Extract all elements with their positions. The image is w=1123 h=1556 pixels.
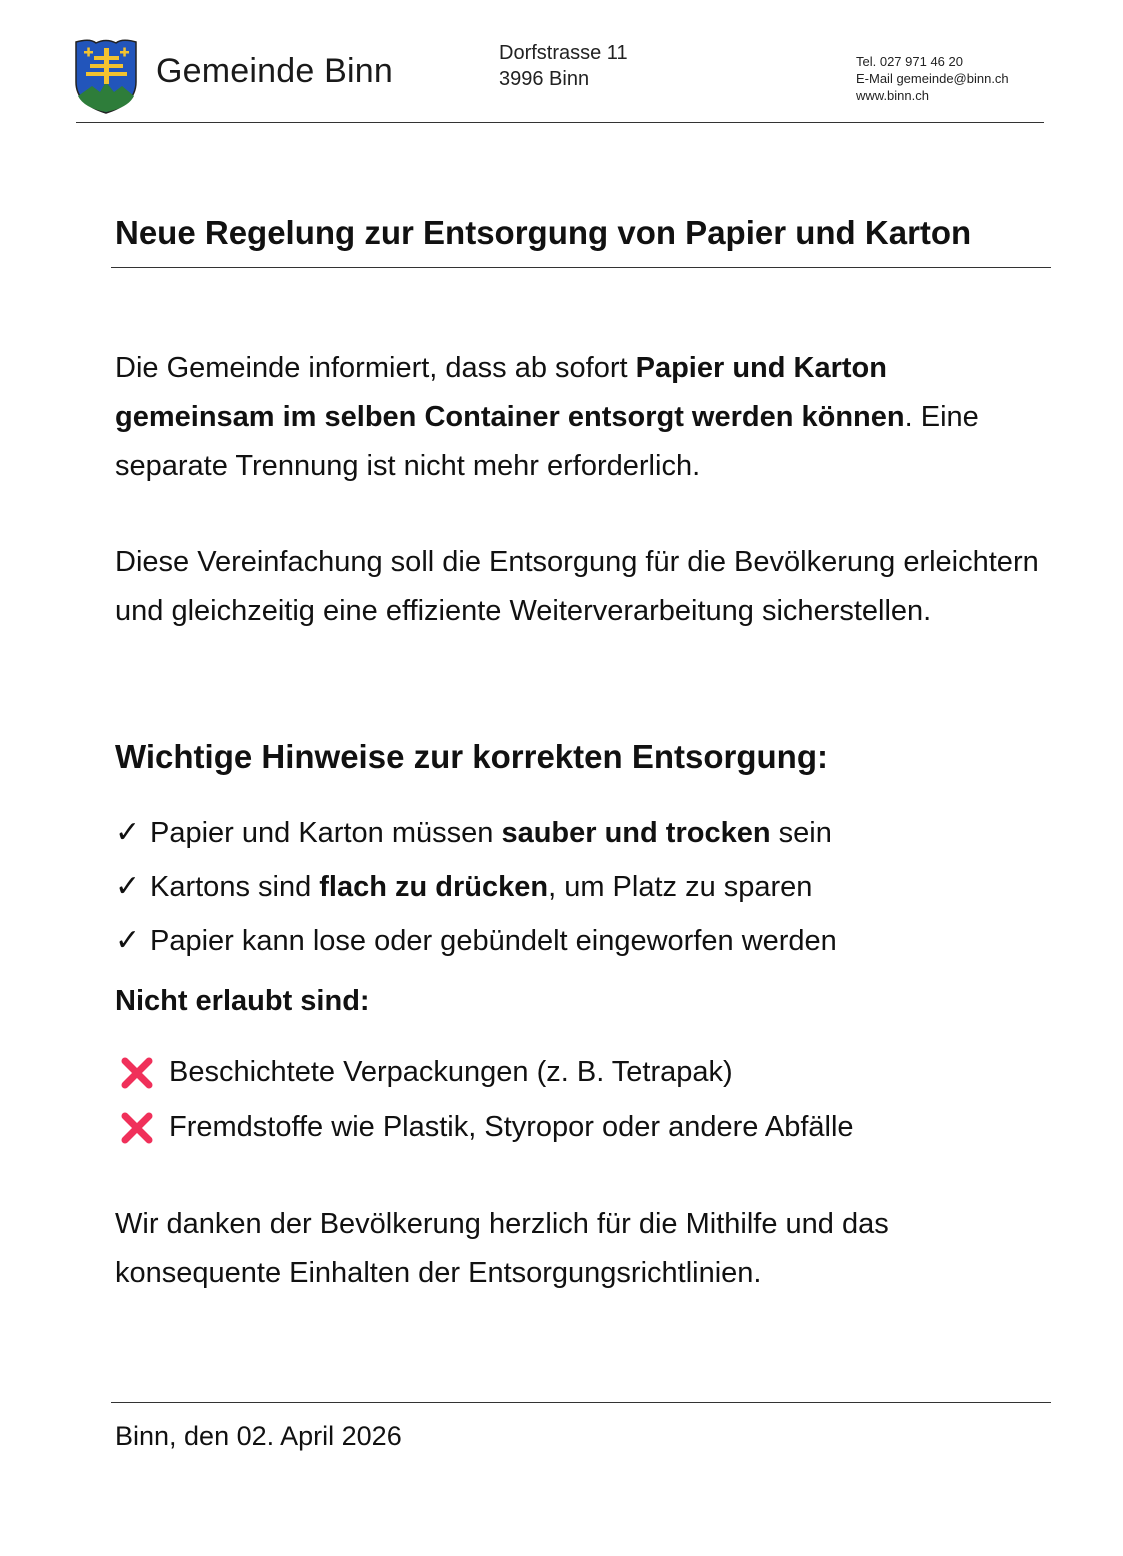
hint-item <box>115 806 837 860</box>
address-city: 3996 Binn <box>499 68 590 90</box>
hint-text: Papier und Karton müssen <box>150 817 502 849</box>
hint-text: Papier kann lose oder gebündelt eingeworfen werden <box>150 925 837 957</box>
check-icon: ✓ <box>115 816 141 849</box>
header-divider <box>76 122 1044 123</box>
organization-name: Gemeinde Binn <box>156 52 393 90</box>
intro-emphasis: Papier und Karton gemeinsam im selben Container entsorgt werden können <box>115 352 905 433</box>
intro-paragraph <box>115 344 1045 491</box>
hint-item <box>115 860 837 914</box>
phone-number: Tel. 027 971 46 20 <box>856 54 963 69</box>
not-allowed-list <box>117 1045 854 1155</box>
hints-list <box>115 806 837 968</box>
hint-text: Kartons sind <box>150 871 320 903</box>
document-title: Neue Regelung zur Entsorgung von Papier und Karton <box>115 214 972 251</box>
not-allowed-text: Beschichtete Verpackungen (z. B. Tetrapak) <box>169 1056 733 1088</box>
hint-emphasis: sauber und trocken <box>501 817 771 849</box>
coat-of-arms-icon <box>74 38 138 114</box>
cross-mark-icon <box>117 1108 157 1148</box>
hint-emphasis: flach zu drücken <box>319 871 549 903</box>
not-allowed-heading: Nicht erlaubt sind: <box>115 985 370 1017</box>
check-icon: ✓ <box>115 870 141 903</box>
date-line: Binn, den 02. April 2026 <box>115 1421 402 1451</box>
not-allowed-text: Fremdstoffe wie Plastik, Styropor oder andere Abfälle <box>169 1111 854 1143</box>
postal-address <box>499 40 628 92</box>
email-address: E-Mail gemeinde@binn.ch <box>856 71 1009 86</box>
purpose-paragraph: Diese Vereinfachung soll die Entsorgung für die Bevölkerung erleichtern und gleichzeitig eine effiziente Weiterverarbeitung sicherstellen. <box>115 546 1039 627</box>
intro-text: Die Gemeinde informiert, dass ab sofort <box>115 352 636 384</box>
footer-divider <box>111 1402 1051 1403</box>
hint-item <box>115 914 837 968</box>
hints-heading: Wichtige Hinweise zur korrekten Entsorgung: <box>115 738 828 775</box>
cross-mark-icon <box>117 1053 157 1093</box>
hint-text-end: , um Platz zu sparen <box>548 871 813 903</box>
intro-text-end: . Eine separate Trennung ist nicht mehr erforderlich. <box>115 401 979 482</box>
closing-paragraph: Wir danken der Bevölkerung herzlich für die Mithilfe und das konsequente Einhalten der Entsorgungsrichtlinien. <box>115 1208 889 1289</box>
check-icon: ✓ <box>115 924 141 957</box>
website-link[interactable]: www.binn.ch <box>856 88 929 103</box>
contact-info <box>856 53 1009 104</box>
not-allowed-item <box>117 1100 854 1155</box>
not-allowed-item <box>117 1045 854 1100</box>
hint-text-end: sein <box>770 817 832 849</box>
title-divider <box>111 267 1051 268</box>
address-street: Dorfstrasse 11 <box>499 42 628 64</box>
